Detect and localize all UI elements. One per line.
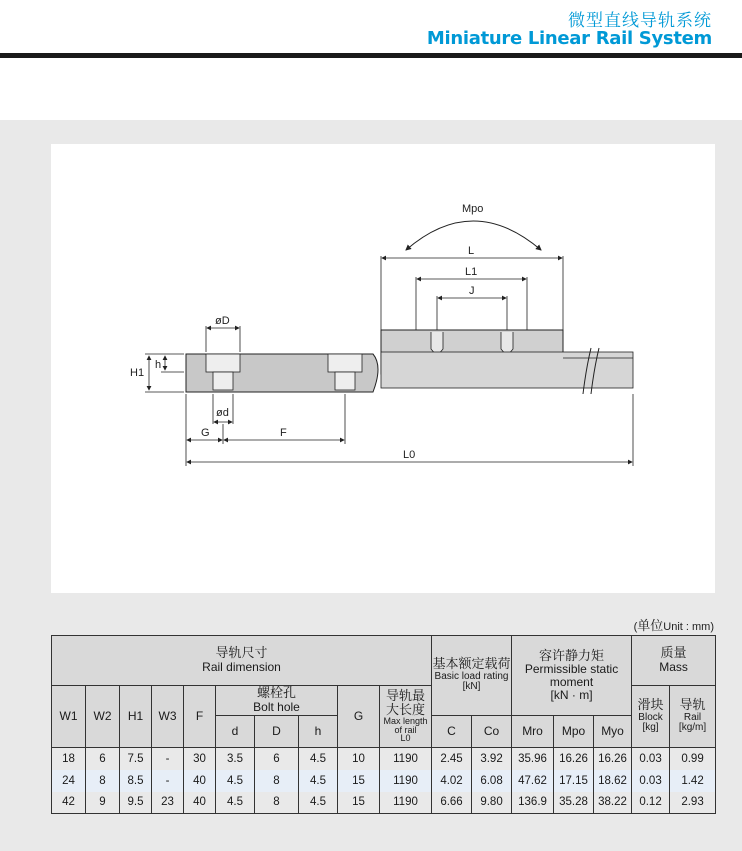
- spec-table-body: [52, 748, 716, 814]
- table-cell: 42: [52, 792, 86, 814]
- title-english: Miniature Linear Rail System: [426, 28, 712, 49]
- col-h: h: [299, 716, 338, 748]
- table-cell: 47.62: [512, 770, 554, 792]
- rail-technical-drawing: [51, 144, 715, 593]
- table-cell: -: [152, 770, 184, 792]
- table-cell: 38.22: [594, 792, 632, 814]
- unit-note: (单位Unit : mm): [633, 619, 714, 634]
- table-cell: 15: [338, 792, 380, 814]
- table-cell: 18: [52, 748, 86, 770]
- table-cell: 0.12: [632, 792, 670, 814]
- col-h1: H1: [120, 686, 152, 748]
- table-cell: 24: [52, 770, 86, 792]
- label-l: L: [468, 245, 475, 257]
- table-cell: 9.80: [472, 792, 512, 814]
- table-cell: 1.42: [670, 770, 716, 792]
- table-cell: 6: [255, 748, 299, 770]
- col-f: F: [184, 686, 216, 748]
- table-cell: 40: [184, 770, 216, 792]
- table-cell: 0.03: [632, 770, 670, 792]
- table-cell: 0.03: [632, 748, 670, 770]
- label-l1: L1: [465, 266, 478, 278]
- header-static-moment: 容许静力矩 Permissible static moment [kN · m]: [512, 636, 632, 716]
- table-cell: 40: [184, 792, 216, 814]
- table-cell: 3.92: [472, 748, 512, 770]
- table-cell: 8.5: [120, 770, 152, 792]
- label-h1: H1: [130, 367, 145, 379]
- col-w1: W1: [52, 686, 86, 748]
- col-mro: Mro: [512, 716, 554, 748]
- header-rail-dimension: 导轨尺寸 Rail dimension: [52, 636, 432, 686]
- label-od-lower: ød: [216, 407, 229, 419]
- header-mass: 质量 Mass: [632, 636, 716, 686]
- col-c: C: [432, 716, 472, 748]
- header-rail: 导轨 Rail [kg/m]: [670, 686, 716, 748]
- header-rule: [0, 53, 742, 58]
- header-max-length: 导轨最大长度 Max length of rail L0: [380, 686, 432, 748]
- rail-body: [381, 352, 633, 388]
- table-cell: 6.66: [432, 792, 472, 814]
- table-cell: 4.02: [432, 770, 472, 792]
- col-co: Co: [472, 716, 512, 748]
- table-row: [52, 748, 716, 770]
- col-D: D: [255, 716, 299, 748]
- table-cell: 30: [184, 748, 216, 770]
- header-bolt-hole: 螺栓孔 Bolt hole: [216, 686, 338, 716]
- table-row: [52, 792, 716, 814]
- table-row: [52, 770, 716, 792]
- table-cell: 136.9: [512, 792, 554, 814]
- table-cell: 9: [86, 792, 120, 814]
- table-cell: 6.08: [472, 770, 512, 792]
- table-cell: 2.45: [432, 748, 472, 770]
- table-cell: 9.5: [120, 792, 152, 814]
- header-block: 滑块 Block [kg]: [632, 686, 670, 748]
- table-cell: 7.5: [120, 748, 152, 770]
- col-myo: Myo: [594, 716, 632, 748]
- table-cell: -: [152, 748, 184, 770]
- table-cell: 35.96: [512, 748, 554, 770]
- table-cell: 23: [152, 792, 184, 814]
- table-cell: 16.26: [594, 748, 632, 770]
- table-cell: 16.26: [554, 748, 594, 770]
- label-j: J: [469, 285, 475, 297]
- label-g: G: [201, 427, 210, 439]
- table-cell: 1190: [380, 770, 432, 792]
- unit-note-en: Unit : mm: [663, 621, 711, 633]
- table-cell: 35.28: [554, 792, 594, 814]
- table-cell: 1190: [380, 748, 432, 770]
- table-cell: 10: [338, 748, 380, 770]
- label-mpo: Mpo: [462, 203, 484, 215]
- header-basic-load: 基本额定载荷 Basic load rating [kN]: [432, 636, 512, 716]
- table-cell: 0.99: [670, 748, 716, 770]
- technical-drawing-panel: [51, 144, 715, 593]
- col-w2: W2: [86, 686, 120, 748]
- table-cell: 17.15: [554, 770, 594, 792]
- label-od-upper: øD: [215, 315, 230, 327]
- table-cell: 8: [255, 770, 299, 792]
- label-f: F: [280, 427, 287, 439]
- table-cell: 8: [86, 770, 120, 792]
- table-cell: 4.5: [299, 792, 338, 814]
- col-mpo: Mpo: [554, 716, 594, 748]
- table-cell: 2.93: [670, 792, 716, 814]
- label-h: h: [155, 359, 162, 371]
- table-cell: 18.62: [594, 770, 632, 792]
- table-cell: 1190: [380, 792, 432, 814]
- spec-table: [51, 635, 716, 814]
- table-cell: 8: [255, 792, 299, 814]
- table-cell: 6: [86, 748, 120, 770]
- table-cell: 4.5: [216, 770, 255, 792]
- table-cell: 15: [338, 770, 380, 792]
- label-l0: L0: [403, 449, 416, 461]
- page-header: [0, 0, 742, 60]
- col-w3: W3: [152, 686, 184, 748]
- table-cell: 4.5: [216, 792, 255, 814]
- table-cell: 4.5: [299, 748, 338, 770]
- table-cell: 3.5: [216, 748, 255, 770]
- title-chinese: 微型直线导轨系统: [568, 11, 712, 31]
- col-g: G: [338, 686, 380, 748]
- unit-note-cn: 单位: [637, 619, 664, 634]
- table-cell: 4.5: [299, 770, 338, 792]
- col-d: d: [216, 716, 255, 748]
